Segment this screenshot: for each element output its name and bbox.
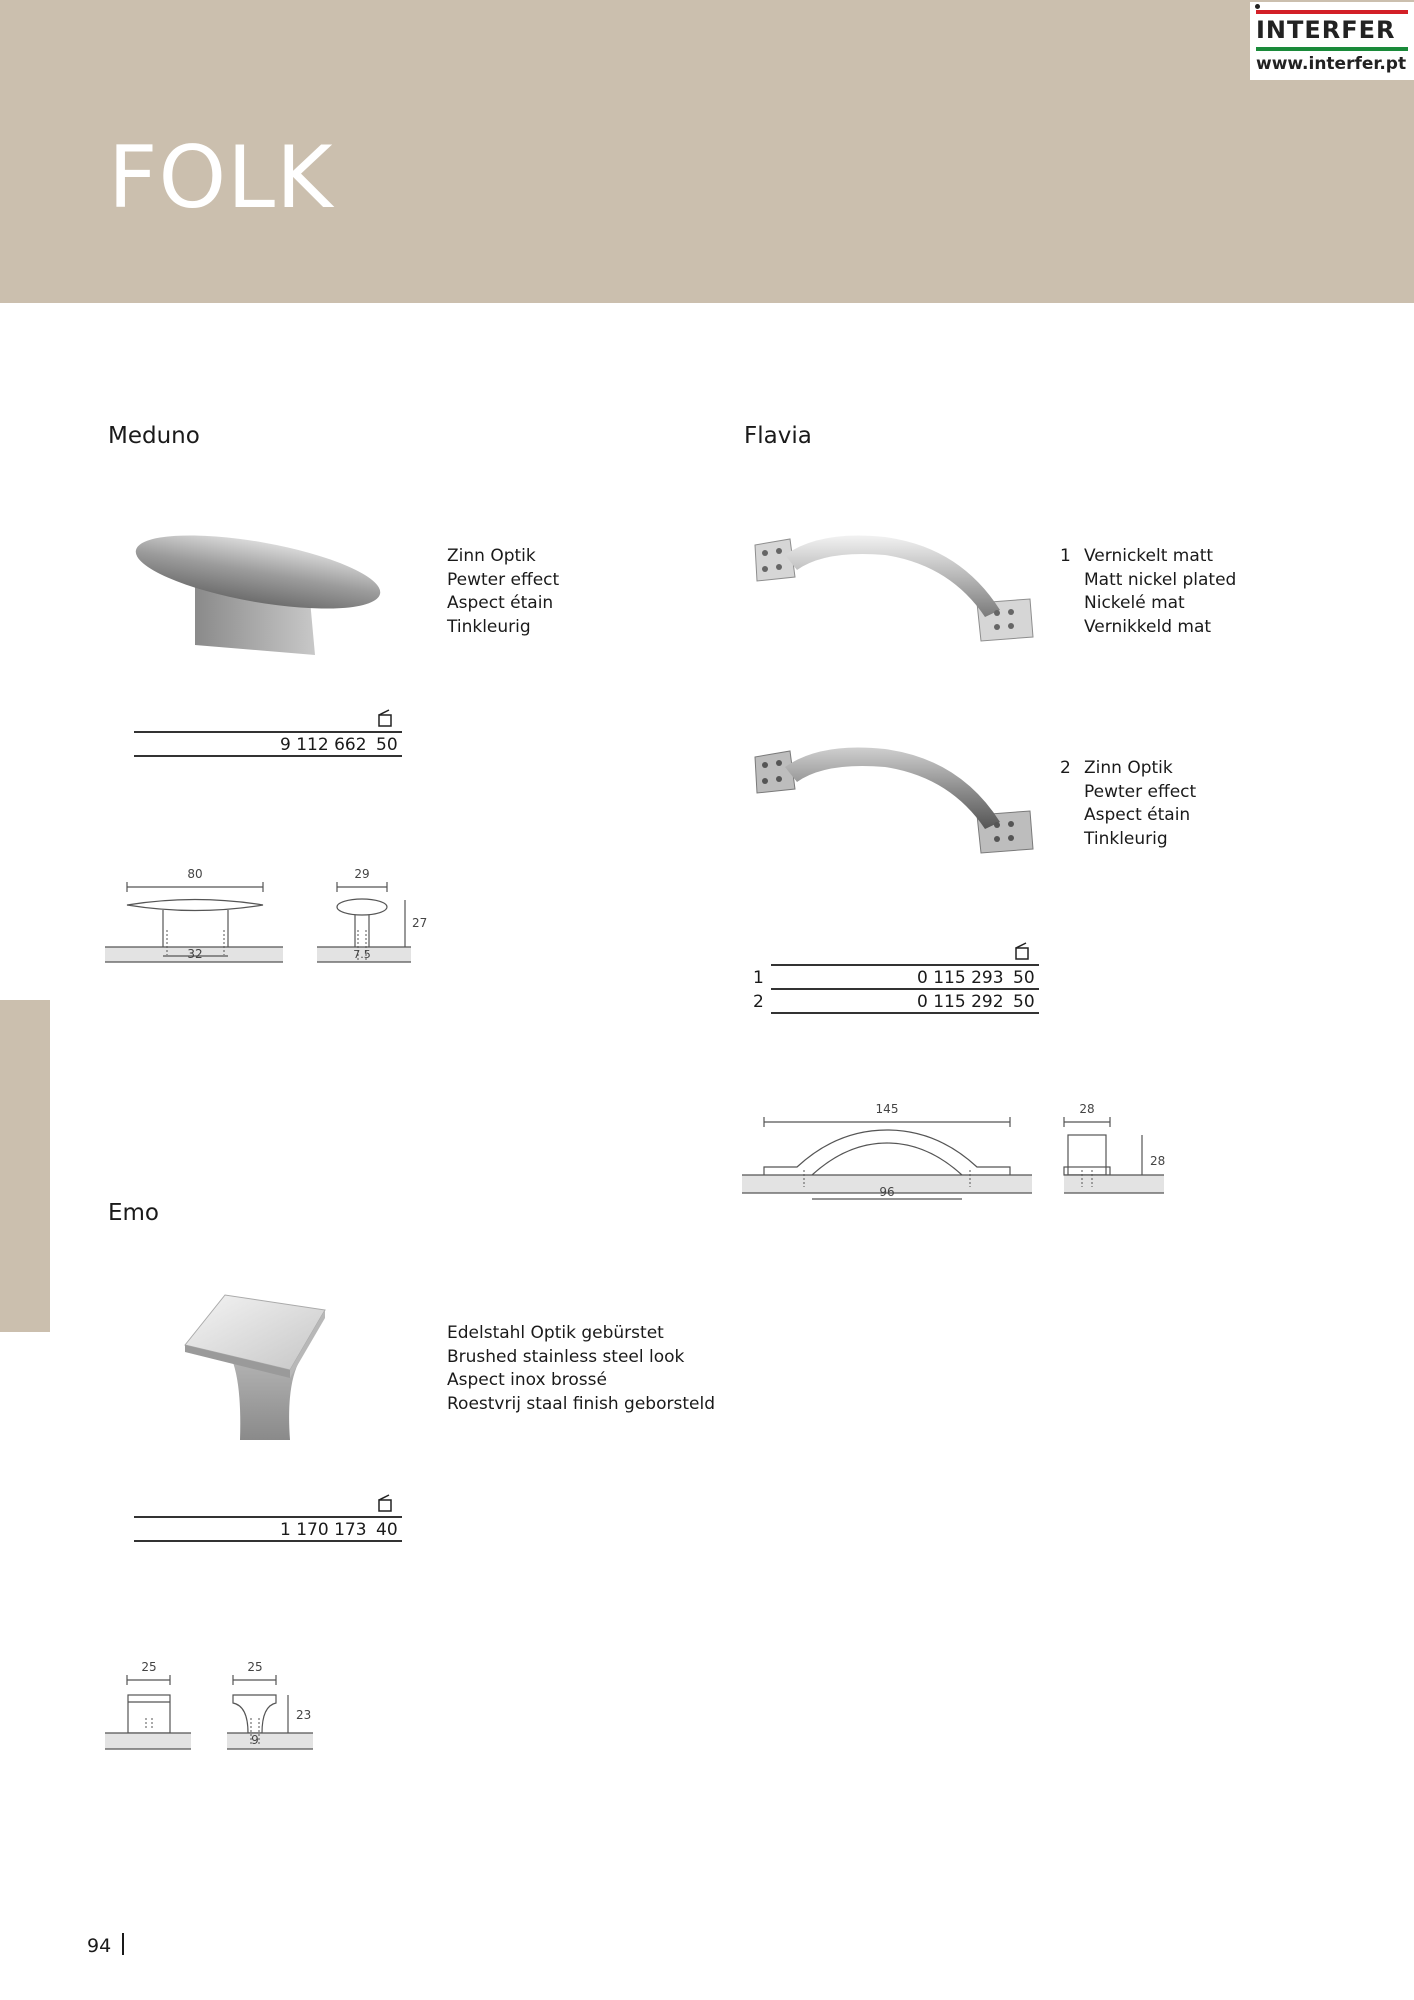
emo-dim-width-b: 25 [247,1660,263,1674]
flavia-variant-2-index: 2 [1060,758,1071,778]
package-icon [377,1494,393,1512]
meduno-dimension-drawing [105,860,428,970]
meduno-dim-spacing: 32 [187,947,203,961]
meduno-dim-height: 27 [412,916,428,930]
flavia-variant-1-line: Nickelé mat [1084,593,1185,613]
logo-green-stripe [1256,47,1408,51]
meduno-description [447,545,559,639]
flavia-variant-1-line: Vernikkeld mat [1084,616,1212,637]
flavia-row-2-index: 2 [753,992,764,1012]
emo-title: Emo [108,1200,160,1226]
flavia-variant-2-line: Zinn Optik [1084,758,1173,778]
meduno-code: 9 112 662 [280,735,367,755]
flavia-variant-2-line: Aspect étain [1084,805,1191,825]
flavia-dim-length: 145 [875,1102,899,1116]
flavia-product-image-nickel [745,525,1045,650]
flavia-table-bottom-rule [771,1012,1039,1014]
flavia-variant-1-line: Vernickelt matt [1084,546,1214,566]
meduno-table-bottom-rule [134,755,402,757]
flavia-row-1-code: 0 115 293 [917,968,1004,988]
flavia-row-1-index: 1 [753,968,764,988]
emo-description [447,1322,715,1416]
meduno-qty: 50 [376,735,398,755]
emo-table-top-rule [134,1516,402,1518]
emo-dimension-drawing [105,1658,325,1758]
flavia-row-1-qty: 50 [1013,968,1035,988]
meduno-dim-length: 80 [187,867,203,881]
emo-desc-line: Roestvrij staal finish geborsteld [447,1393,715,1414]
logo-url: www.interfer.pt [1256,54,1407,74]
page-title: FOLK [108,128,334,228]
meduno-table-top-rule [134,731,402,733]
flavia-title: Flavia [744,423,812,449]
meduno-dim-base: 7.5 [353,948,371,961]
flavia-dim-spacing: 96 [879,1185,895,1199]
meduno-desc-line: Zinn Optik [447,546,536,566]
flavia-dim-height: 28 [1150,1154,1166,1168]
emo-desc-line: Edelstahl Optik gebürstet [447,1323,664,1343]
emo-table-bottom-rule [134,1540,402,1542]
meduno-product-image [120,510,400,670]
flavia-variant-1 [1060,545,1236,639]
flavia-variant-2-line: Pewter effect [1084,781,1197,802]
emo-dim-width-a: 25 [141,1660,157,1674]
emo-code: 1 170 173 [280,1520,367,1540]
package-icon [1014,942,1030,960]
meduno-desc-line: Aspect étain [447,593,554,613]
logo-dot [1255,4,1260,9]
package-icon [377,709,393,727]
flavia-dimension-drawing [742,1095,1172,1210]
meduno-desc-line: Tinkleurig [447,616,531,637]
flavia-variant-2 [1060,757,1196,851]
flavia-table-top-rule [771,964,1039,966]
meduno-dim-width: 29 [354,867,370,881]
flavia-variant-2-line: Tinkleurig [1084,828,1168,849]
page-number-divider [122,1933,124,1955]
logo-brand: INTERFER [1256,16,1396,44]
flavia-product-image-pewter [745,735,1045,860]
flavia-dim-width: 28 [1079,1102,1095,1116]
emo-desc-line: Brushed stainless steel look [447,1346,685,1367]
flavia-row-2-code: 0 115 292 [917,992,1004,1012]
emo-desc-line: Aspect inox brossé [447,1370,607,1390]
emo-dim-height: 23 [296,1708,312,1722]
meduno-title: Meduno [108,423,200,449]
flavia-variant-1-line: Matt nickel plated [1084,569,1237,590]
flavia-row-2-qty: 50 [1013,992,1035,1012]
emo-dim-base: 9 [251,1733,259,1747]
meduno-desc-line: Pewter effect [447,569,560,590]
page-number: 94 [87,1935,112,1957]
emo-qty: 40 [376,1520,398,1540]
logo-red-stripe [1256,10,1408,14]
side-tab [0,1000,50,1332]
interfer-logo [1250,2,1414,80]
flavia-variant-1-index: 1 [1060,546,1071,566]
flavia-table-mid-rule [771,988,1039,990]
emo-product-image [180,1290,340,1450]
